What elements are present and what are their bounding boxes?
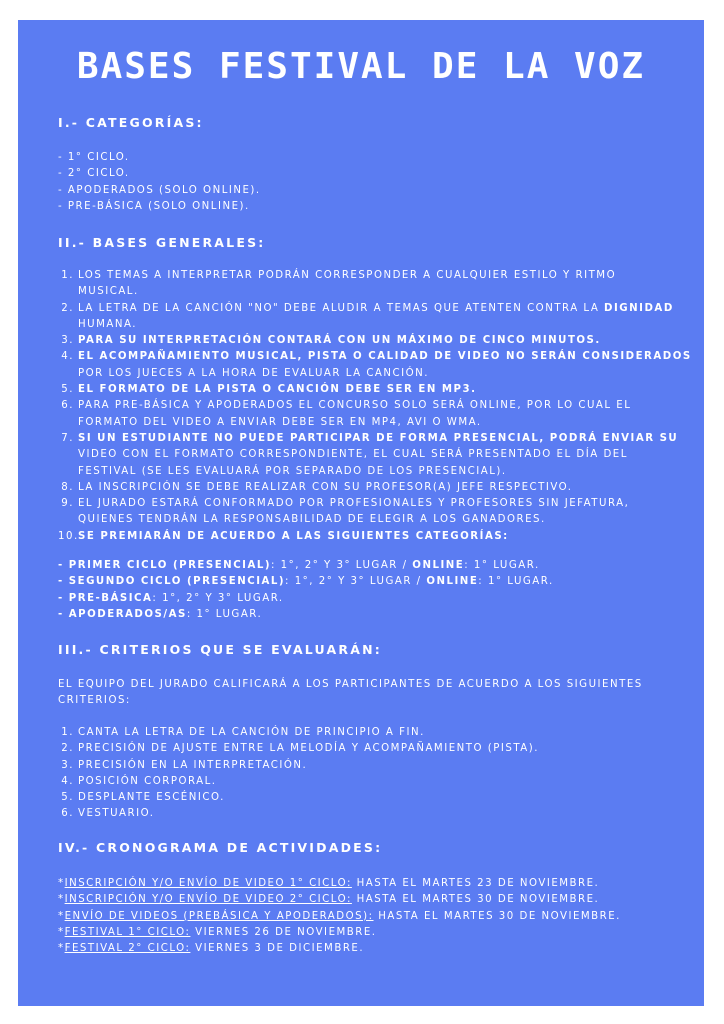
prize-item: - PRIMER CICLO (PRESENCIAL): 1°, 2° Y 3° LUGAR / ONLINE: 1° LUGAR. (58, 560, 540, 571)
list-item: 2. LA LETRA DE LA CANCIÓN "NO" DEBE ALUDIR A TEMAS QUE ATENTEN CONTRA LA DIGNIDAD HUMANA. (61, 302, 674, 330)
list-item: 2. PRECISIÓN DE AJUSTE ENTRE LA MELODÍA Y ACOMPAÑAMIENTO (PISTA). (61, 743, 539, 755)
list-item: 7. SI UN ESTUDIANTE NO PUEDE PARTICIPAR DE FORMA PRESENCIAL, PODRÁ ENVIAR SU VIDEO CON EL FORMATO CORRESPONDIENTE, EL CUAL SERÁ PRESENTADO EL DÍA DEL FESTIVAL (SE LES EVALUARÁ POR SEPARADO DE LOS PRESENCIAL). (61, 432, 679, 477)
list-item: 4. EL ACOMPAÑAMIENTO MUSICAL, PISTA O CALIDAD DE VIDEO NO SERÁN CONSIDERADOS POR LOS JUECES A LA HORA DE EVALUAR LA CANCIÓN. (61, 351, 692, 379)
category-item: - PRE-BÁSICA (SOLO ONLINE). (58, 200, 250, 212)
criteria-intro: EL EQUIPO DEL JURADO CALIFICARÁ A LOS PARTICIPANTES DE ACUERDO A LOS SIGUIENTES CRITERIOS: (58, 679, 643, 707)
schedule-item: *FESTIVAL 1° CICLO: VIERNES 26 DE NOVIEMBRE. (58, 926, 377, 938)
criteria-list (58, 725, 539, 823)
categories-list (58, 150, 261, 215)
document-page (18, 20, 704, 1006)
schedule-item: *FESTIVAL 2° CICLO: VIERNES 3 DE DICIEMBRE. (58, 943, 365, 955)
list-item: 9. EL JURADO ESTARÁ CONFORMADO POR PROFESIONALES Y PROFESORES SIN JEFATURA, QUIENES TENDRÁN LA RESPONSABILIDAD DE ELEGIR A LOS GANADORES. (61, 498, 630, 526)
category-item: - APODERADOS (SOLO ONLINE). (58, 184, 261, 196)
page-title: BASES FESTIVAL DE LA VOZ (76, 46, 646, 87)
section-heading-criterios: III.- CRITERIOS QUE SE EVALUARÁN: (58, 642, 382, 657)
section-heading-cronograma: IV.- CRONOGRAMA DE ACTIVIDADES: (58, 840, 383, 855)
schedule-item: *INSCRIPCIÓN Y/O ENVÍO DE VIDEO 2° CICLO: HASTA EL MARTES 30 DE NOVIEMBRE. (58, 894, 600, 906)
section-heading-categorias: I.- CATEGORÍAS: (58, 115, 204, 130)
list-item: 5. EL FORMATO DE LA PISTA O CANCIÓN DEBE SER EN MP3. (61, 384, 477, 396)
prize-item: - SEGUNDO CICLO (PRESENCIAL): 1°, 2° Y 3° LUGAR / ONLINE: 1° LUGAR. (58, 576, 554, 588)
section-heading-bases-generales: II.- BASES GENERALES: (58, 235, 266, 250)
category-item: - 2° CICLO. (58, 168, 130, 180)
category-item: - 1° CICLO. (58, 152, 130, 163)
list-item: 1. CANTA LA LETRA DE LA CANCIÓN DE PRINCIPIO A FIN. (61, 727, 425, 738)
list-item: 1. LOS TEMAS A INTERPRETAR PODRÁN CORRESPONDER A CUALQUIER ESTILO Y RITMO MUSICAL. (61, 270, 617, 298)
prizes-list (58, 558, 554, 623)
list-item: 10. SE PREMIARÁN DE ACUERDO A LAS SIGUIENTES CATEGORÍAS: (58, 530, 509, 542)
bases-list (58, 268, 692, 545)
list-item: 3. PARA SU INTERPRETACIÓN CONTARÁ CON UN MÁXIMO DE CINCO MINUTOS. (61, 335, 601, 347)
list-item: 4. POSICIÓN CORPORAL. (61, 775, 217, 787)
list-item: 6. PARA PRE-BÁSICA Y APODERADOS EL CONCURSO SOLO SERÁ ONLINE, POR LO CUAL EL FORMATO DEL VIDEO A ENVIAR DEBE SER EN MP4, AVI O WMA. (61, 400, 632, 428)
schedule-item: *ENVÍO DE VIDEOS (PREBÁSICA Y APODERADOS): HASTA EL MARTES 30 DE NOVIEMBRE. (58, 910, 621, 922)
list-item: 8. LA INSCRIPCIÓN SE DEBE REALIZAR CON SU PROFESOR(A) JEFE RESPECTIVO. (61, 481, 573, 493)
prize-item: - APODERADOS/AS: 1° LUGAR. (58, 608, 263, 620)
list-item: 6. VESTUARIO. (61, 808, 155, 820)
list-item: 5. DESPLANTE ESCÉNICO. (61, 792, 225, 804)
prize-item: - PRE-BÁSICA: 1°, 2° Y 3° LUGAR. (58, 592, 284, 604)
list-item: 3. PRECISIÓN EN LA INTERPRETACIÓN. (61, 759, 308, 771)
schedule-item: *INSCRIPCIÓN Y/O ENVÍO DE VIDEO 1° CICLO: HASTA EL MARTES 23 DE NOVIEMBRE. (58, 878, 600, 889)
schedule-list (58, 876, 621, 957)
